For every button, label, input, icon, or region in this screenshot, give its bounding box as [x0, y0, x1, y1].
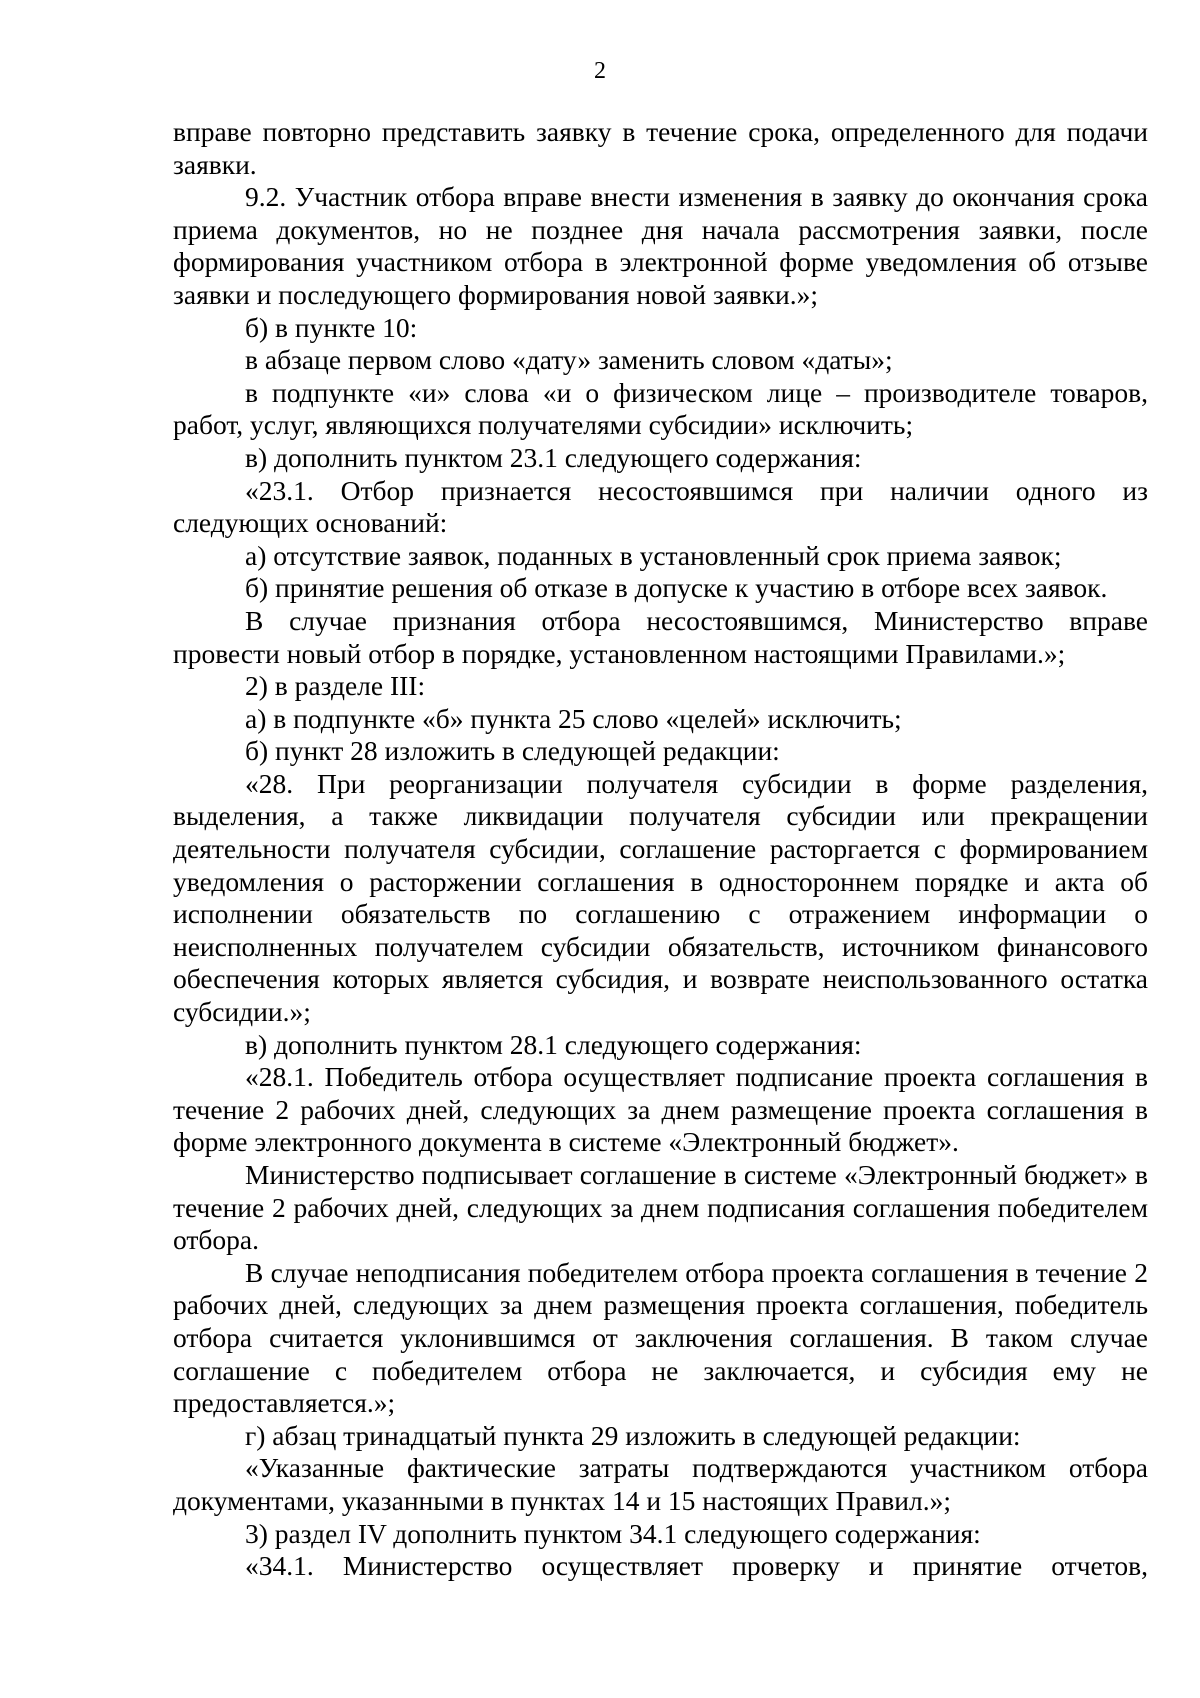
page-number: 2 — [594, 58, 606, 84]
paragraph-v-sluchae-nepodpisaniya: В случае неподписания победителем отбора проекта соглашения в течение 2 рабочих дней, следующих за днем размещения проекта соглашения, победитель отбора считается уклонившимся от заключения соглашения. В таком случае соглашение с победителем отбора не заключается, и субсидия ему не предоставляется.»; — [173, 1256, 1148, 1419]
paragraph-v-dopolnit-23-1: в) дополнить пунктом 23.1 следующего содержания: — [245, 441, 862, 473]
paragraph-v-sluchae-priznaniya: В случае признания отбора несостоявшимся, Министерство вправе провести новый отбор в порядке, установленном настоящими Правилами.»; — [173, 604, 1148, 669]
paragraph-continuation: вправе повторно представить заявку в течение срока, определенного для подачи заявки. — [173, 116, 1148, 180]
paragraph-b-punkt-28: б) пункт 28 изложить в следующей редакции: — [245, 735, 780, 767]
paragraph-b-prinyatie: б) принятие решения об отказе в допуске к участию в отборе всех заявок. — [245, 572, 1108, 604]
paragraph-3-razdel-iv: 3) раздел IV дополнить пунктом 34.1 следующего содержания: — [245, 1517, 981, 1549]
paragraph-a-otsutstvie: а) отсутствие заявок, поданных в установленный срок приема заявок; — [245, 539, 1062, 571]
paragraph-g-abzac-trinadcatyi: г) абзац тринадцатый пункта 29 изложить в следующей редакции: — [245, 1419, 1021, 1451]
paragraph-23-1: «23.1. Отбор признается несостоявшимся при наличии одного из следующих оснований: — [173, 474, 1148, 539]
paragraph-b-punkt-10: б) в пункте 10: — [245, 311, 418, 343]
paragraph-ministerstvo-podpisyvaet: Министерство подписывает соглашение в системе «Электронный бюджет» в течение 2 рабочих дней, следующих за днем подписания соглашения победителем отбора. — [173, 1159, 1148, 1256]
paragraph-podpunkt-i: в подпункте «и» слова «и о физическом лице – производителе товаров, работ, услуг, являющихся получателями субсидии» исключить; — [173, 376, 1148, 441]
paragraph-v-dopolnit-28-1: в) дополнить пунктом 28.1 следующего содержания: — [245, 1028, 862, 1060]
paragraph-9-2: 9.2. Участник отбора вправе внести изменения в заявку до окончания срока приема документов, но не позднее дня начала рассмотрения заявки, после формирования участником отбора в электронной форме уведомления об отзыве заявки и последующего формирования новой заявки.»; — [173, 181, 1148, 310]
paragraph-2-razdel-iii: 2) в разделе III: — [245, 670, 426, 702]
document-body — [173, 116, 1148, 1583]
paragraph-a-podpunkt-b: а) в подпункте «б» пункта 25 слово «целей» исключить; — [245, 702, 902, 734]
paragraph-28: «28. При реорганизации получателя субсидии в форме разделения, выделения, а также ликвидации получателя субсидии или прекращении деятельности получателя субсидии, соглашение расторгается с формированием уведомления о расторжении соглашения в одностороннем порядке и акта об исполнении обязательств по соглашению с отражением информации о неисполненных получателем субсидии обязательств, источником финансового обеспечения которых является субсидия, и возврате неиспользованного остатка субсидии.»; — [173, 767, 1148, 1028]
paragraph-ukazannye-zatraty: «Указанные фактические затраты подтверждаются участником отбора документами, указанными в пунктах 14 и 15 настоящих Правил.»; — [173, 1452, 1148, 1516]
paragraph-34-1: «34.1. Министерство осуществляет проверку и принятие отчетов, — [245, 1550, 1148, 1582]
paragraph-28-1: «28.1. Победитель отбора осуществляет подписание проекта соглашения в течение 2 рабочих дней, следующих за днем размещение проекта соглашения в форме электронного документа в системе «Электронный бюджет». — [173, 1061, 1148, 1158]
paragraph-abzac-pervom: в абзаце первом слово «дату» заменить словом «даты»; — [245, 344, 893, 376]
